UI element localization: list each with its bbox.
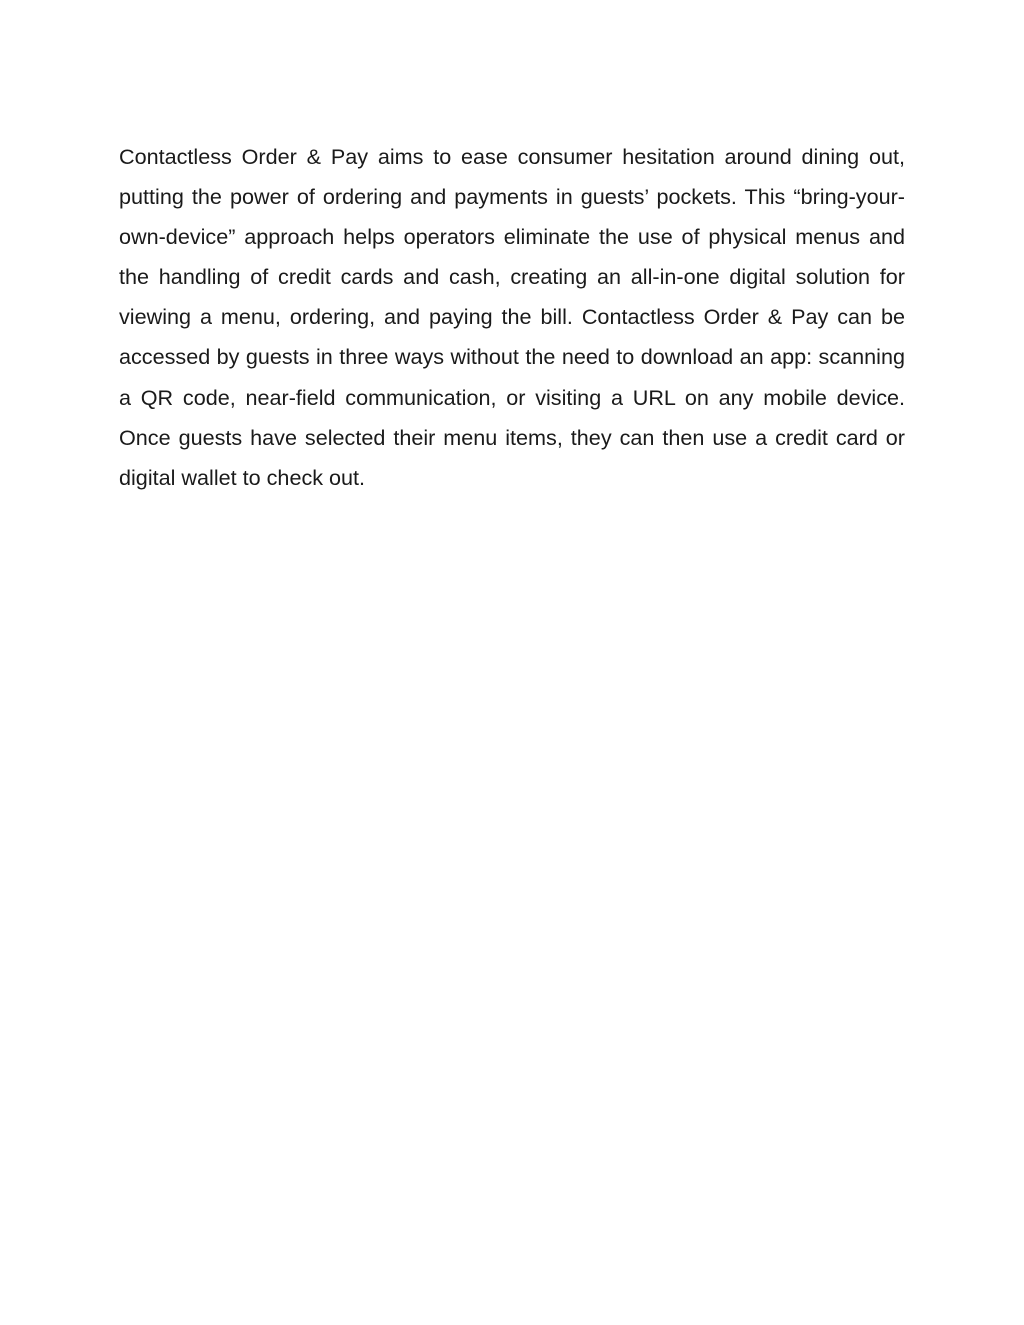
- body-paragraph: Contactless Order & Pay aims to ease consumer hesitation around dining out, putting the power of ordering and payments in guests’ pockets. This “bring-your-own-device” approach helps operators eliminate the use of physical menus and the handling of credit cards and cash, creating an all-in-one digital solution for viewing a menu, ordering, and paying the bill. Contactless Order & Pay can be accessed by guests in three ways without the need to download an app: scanning a QR code, near-field communication, or visiting a URL on any mobile device. Once guests have selected their menu items, they can then use a credit card or digital wallet to check out.: [119, 144, 905, 490]
